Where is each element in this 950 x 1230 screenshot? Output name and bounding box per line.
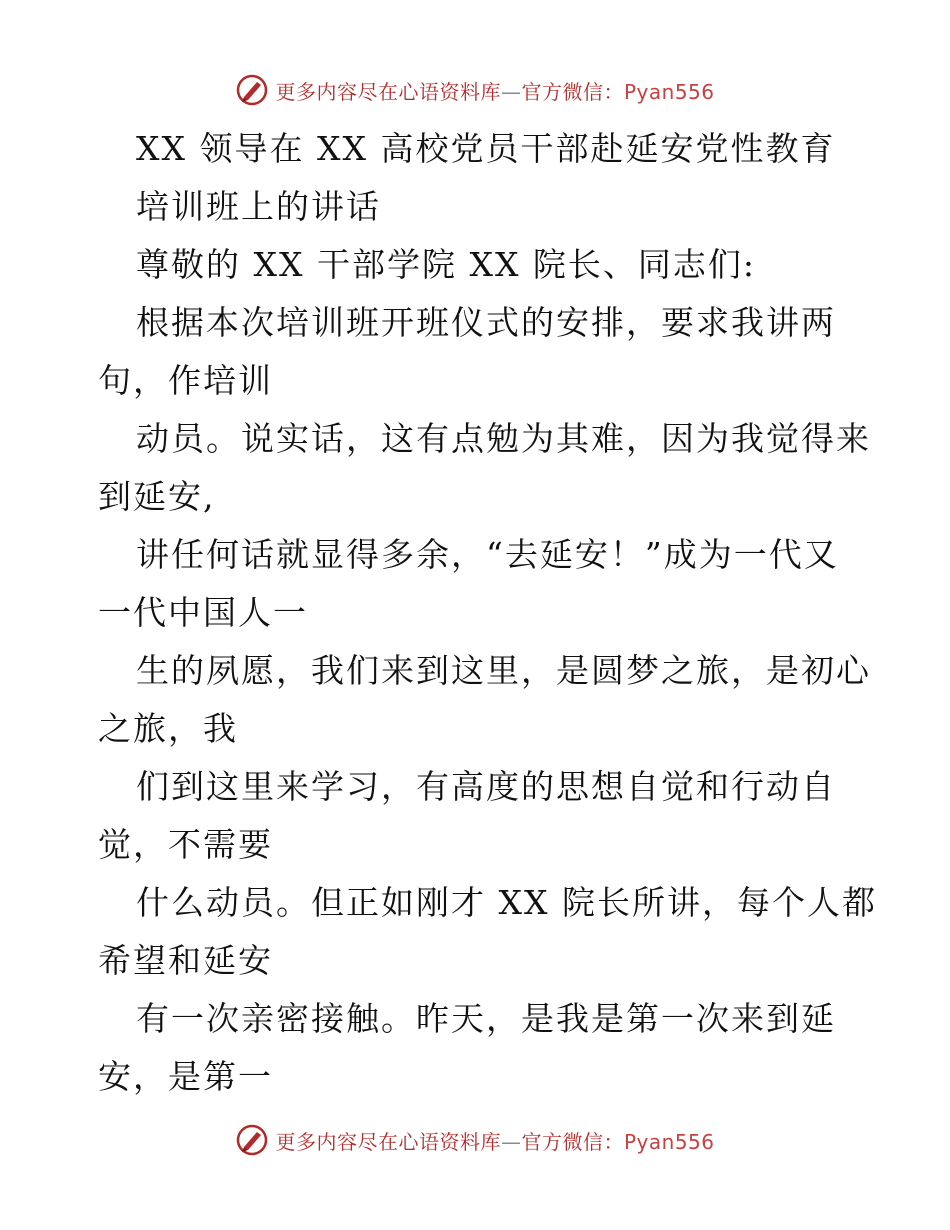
document-title-line-1: XX 领导在 XX 高校党员干部赴延安党性教育 xyxy=(136,129,836,168)
body-line: 有一次亲密接触。昨天，是我是第一次来到延 xyxy=(136,999,836,1038)
document-body xyxy=(98,120,877,1106)
footer-banner-account-label: 官方微信： xyxy=(521,1129,624,1154)
body-line: 希望和延安 xyxy=(98,941,273,980)
body-line: 什么动员。但正如刚才 XX 院长所讲，每个人都 xyxy=(136,883,877,922)
pen-logo-icon xyxy=(235,1123,269,1157)
footer-banner-handle: Pyan556 xyxy=(623,1129,715,1154)
footer-watermark-banner xyxy=(0,1120,950,1160)
body-line: 讲任何话就显得多余，“去延安！”成为一代又 xyxy=(136,535,839,574)
header-banner-account-label: 官方微信： xyxy=(521,79,624,104)
header-banner-handle: Pyan556 xyxy=(623,79,715,104)
document-title-line-2: 培训班上的讲话 xyxy=(136,187,381,226)
body-line: 生的夙愿，我们来到这里，是圆梦之旅，是初心 xyxy=(136,651,871,690)
body-line: 动员。说实话，这有点勉为其难，因为我觉得来 xyxy=(136,419,871,458)
body-line: 到延安, xyxy=(98,477,216,516)
footer-banner-separator: — xyxy=(500,1129,522,1154)
footer-banner-text xyxy=(275,1126,714,1155)
pen-logo-icon xyxy=(235,73,269,107)
header-watermark-banner xyxy=(0,70,950,110)
header-banner-main: 更多内容尽在心语资料库 xyxy=(275,79,501,104)
header-banner-text xyxy=(275,76,714,105)
body-line: 一代中国人一 xyxy=(98,593,308,632)
body-line: 们到这里来学习，有高度的思想自觉和行动自 xyxy=(136,767,836,806)
header-banner-separator: — xyxy=(500,79,522,104)
body-line: 根据本次培训班开班仪式的安排，要求我讲两 xyxy=(136,303,836,342)
body-line: 之旅，我 xyxy=(98,709,238,748)
body-line: 安，是第一 xyxy=(98,1057,273,1096)
body-line: 句，作培训 xyxy=(98,361,273,400)
salutation: 尊敬的 XX 干部学院 XX 院长、同志们: xyxy=(136,245,757,284)
footer-banner-main: 更多内容尽在心语资料库 xyxy=(275,1129,501,1154)
body-line: 觉，不需要 xyxy=(98,825,273,864)
